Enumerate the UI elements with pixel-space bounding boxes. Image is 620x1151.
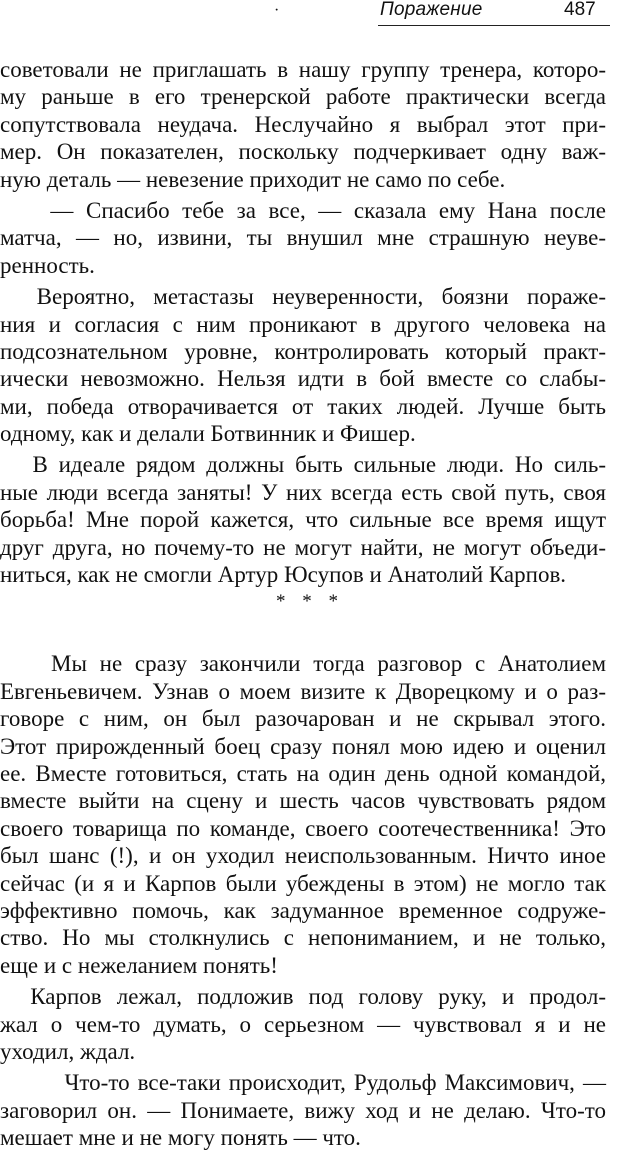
- paragraph: [0, 1069, 606, 1151]
- section-separator: * * *: [276, 591, 344, 613]
- text-line: одному, как и делали Ботвинник и Фишер.: [0, 421, 416, 447]
- text-line: заговорил он. — Понимаете, вижу ход и не делаю. Что-то: [0, 1097, 606, 1123]
- header-rule: [378, 25, 610, 26]
- text-line: уходил, ждал.: [0, 1038, 136, 1064]
- text-line: вместе выйти на сцену и шесть часов чувствовать рядом: [0, 788, 606, 814]
- paragraph: [0, 451, 606, 588]
- text-line: ми, победа отворачивается от таких людей. Лучше быть: [0, 393, 606, 419]
- text-line: эффективно помочь, как задуманное временное содруже-: [0, 897, 606, 923]
- text-line: ную деталь — невезение приходит не само по себе.: [0, 166, 506, 192]
- text-line: — Спасибо тебе за все, — сказала ему Нана после: [0, 197, 606, 223]
- running-header: [0, 0, 620, 34]
- text-line: Мы не сразу закончили тогда разговор с Анатолием: [0, 651, 606, 677]
- text-line: ные люди всегда заняты! У них всегда есть свой путь, своя: [0, 479, 606, 505]
- text-line: сейчас (и я и Карпов были убеждены в этом) не могло так: [0, 870, 606, 896]
- section-gap: [0, 618, 606, 650]
- text-line: Этот прирожденный боец сразу понял мою идею и оценил: [0, 733, 606, 759]
- text-line: матча, — но, извини, ты внушил мне страшную неуве-: [0, 225, 606, 251]
- text-line: подсознательном уровне, контролировать который практ-: [0, 338, 606, 364]
- text-line: Что-то все-таки происходит, Рудольф Максимович, —: [0, 1070, 606, 1096]
- text-line: борьба! Мне порой кажется, что сильные все время ищут: [0, 507, 606, 533]
- paragraph: [0, 283, 606, 447]
- text-line: Карпов лежал, подложив под голову руку, и продол-: [0, 984, 606, 1010]
- header-dot: ·: [274, 2, 280, 19]
- paragraph: [0, 56, 606, 193]
- text-line: сопутствовала неудача. Неслучайно я выбрал этот при-: [0, 111, 606, 137]
- text-line: мер. Он показателен, поскольку подчеркивает одну важ-: [0, 139, 606, 165]
- text-line: ния и согласия с ним проникают в другого человека на: [0, 311, 606, 337]
- text-line: своего товарища по команде, своего соотечественника! Это: [0, 815, 606, 841]
- page-number: 487: [564, 0, 596, 20]
- text-line: друг друга, но почему-то не могут найти, не могут объеди-: [0, 534, 606, 560]
- text-line: ее. Вместе готовиться, стать на один день одной командой,: [0, 760, 606, 786]
- text-line: советовали не приглашать в нашу группу тренера, которо-: [0, 57, 606, 82]
- chapter-title: Поражение: [380, 0, 483, 20]
- text-line: ренность.: [0, 252, 95, 278]
- text-line: ически невозможно. Нельзя идти в бой вместе со слабы-: [0, 366, 606, 392]
- text-line: еще и с нежеланием понять!: [0, 952, 278, 978]
- text-line: Евгеньевичем. Узнав о моем визите к Дворецкому и о раз-: [0, 678, 606, 704]
- text-line: жал о чем-то думать, о серьезном — чувствовал я и не: [0, 1011, 606, 1037]
- text-line: говоре с ним, он был разочарован и не скрывал этого.: [0, 706, 606, 732]
- text-line: мешает мне и не могу понять — что.: [0, 1125, 361, 1151]
- paragraph: [0, 197, 606, 279]
- text-line: му раньше в его тренерской работе практически всегда: [0, 84, 606, 110]
- text-line: ниться, как не смогли Артур Юсупов и Анатолий Карпов.: [0, 562, 567, 588]
- paragraph: [0, 650, 606, 979]
- page-body: [0, 56, 606, 1151]
- text-line: В идеале рядом должны быть сильные люди. Но силь-: [0, 452, 606, 478]
- text-line: был шанс (!), и он уходил неиспользованным. Ничто иное: [0, 843, 606, 869]
- text-line: Вероятно, метастазы неуверенности, боязни пораже-: [0, 284, 606, 310]
- text-line: ство. Но мы столкнулись с непониманием, и не только,: [0, 925, 606, 951]
